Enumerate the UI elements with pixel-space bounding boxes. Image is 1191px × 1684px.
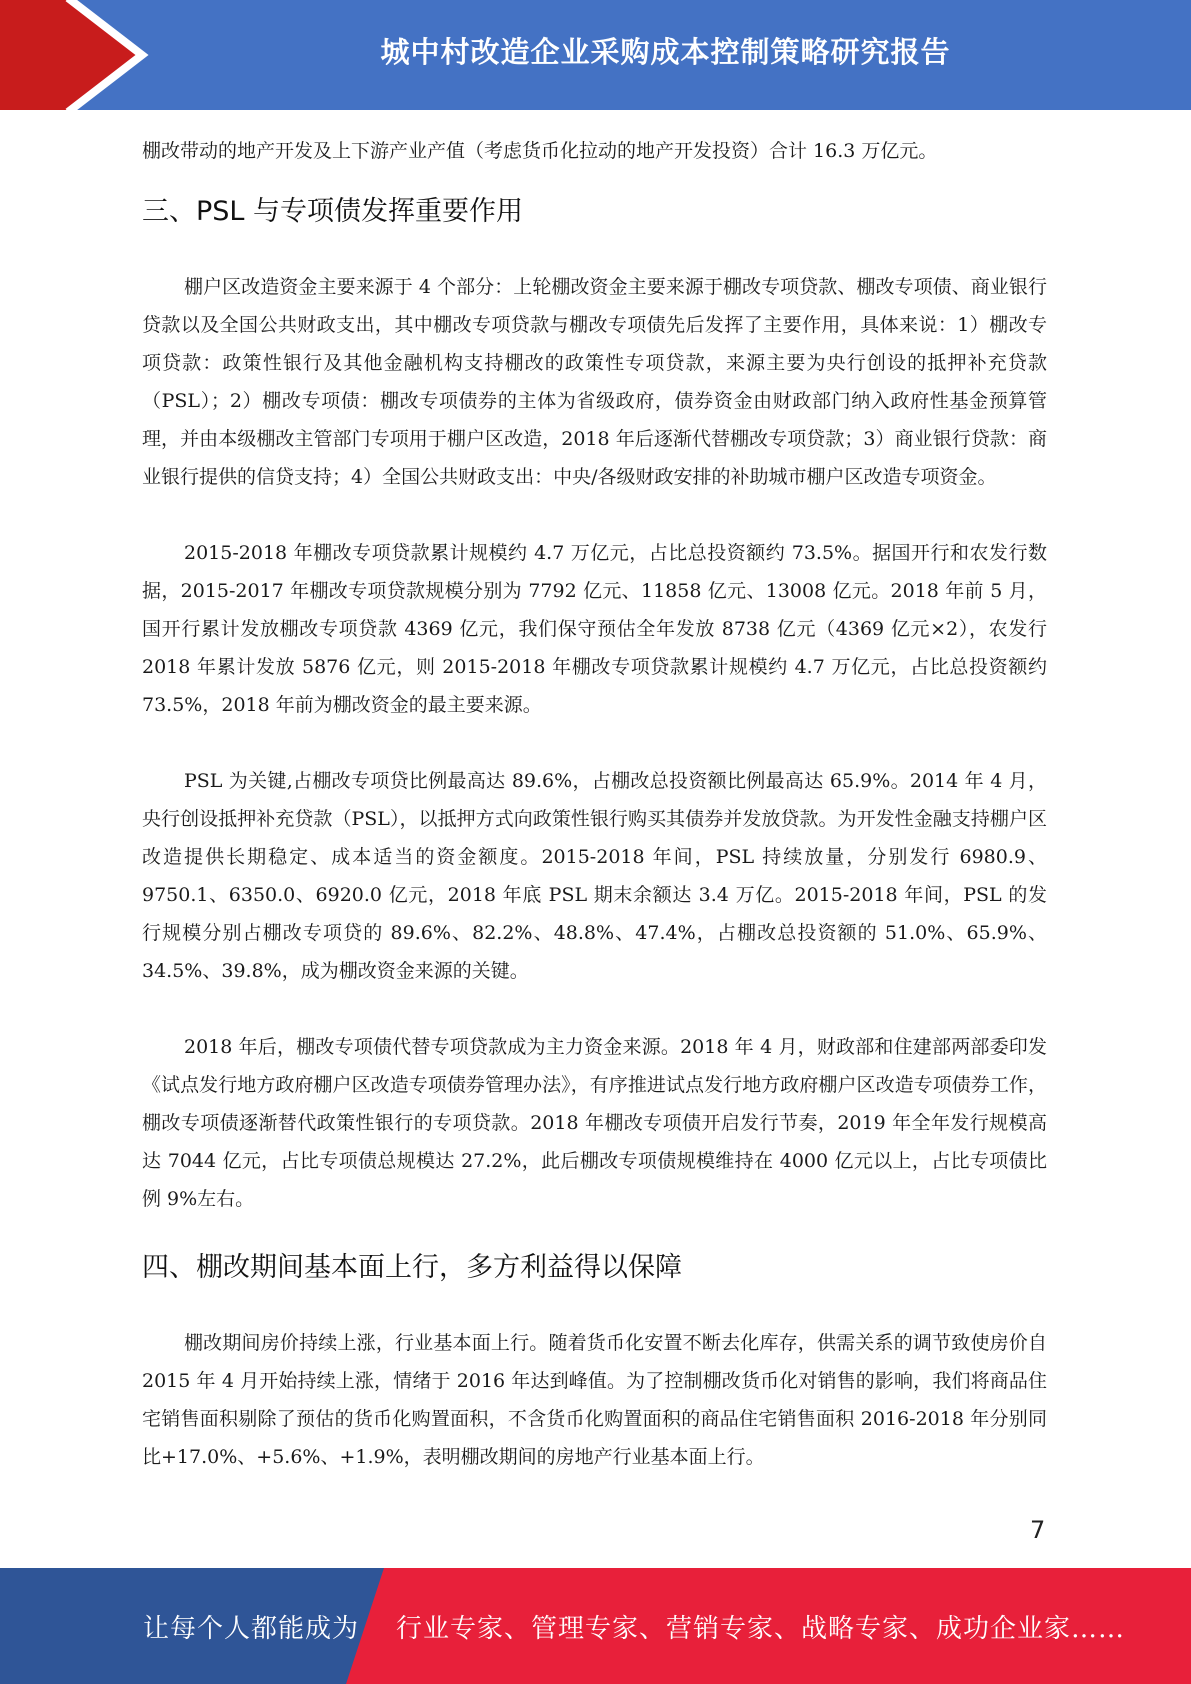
footer-slogan-right: 行业专家、管理专家、营销专家、战略专家、成功企业家…… xyxy=(396,1613,1126,1644)
page-number: 7 xyxy=(1030,1516,1046,1544)
chevron-decoration xyxy=(0,0,160,110)
section-3-paragraph-4: 2018 年后，棚改专项债代替专项贷款成为主力资金来源。2018 年 4 月，财政部和住建部两部委印发《试点发行地方政府棚户区改造专项债券管理办法》，有序推进试点发行地方政府棚户区改造专项债券工作，棚改专项债逐渐替代政策性银行的专项贷款。2018 年棚改专项债开启发行节奏，2019 年全年发行规模高达 7044 亿元，占比专项债总规模达 27.2%，此后棚改专项债规模维持在 4000 亿元以上，占比专项债比例 9%左右。 xyxy=(142,1036,1047,1210)
lead-paragraph: 棚改带动的地产开发及上下游产业产值（考虑货币化拉动的地产开发投资）合计 16.3 万亿元。 xyxy=(142,140,938,162)
footer-slogan-left: 让每个人都能成为 xyxy=(143,1613,360,1644)
section-4-heading: 四、棚改期间基本面上行，多方利益得以保障 xyxy=(142,1252,682,1283)
section-3-heading: 三、PSL 与专项债发挥重要作用 xyxy=(142,196,524,227)
page-header xyxy=(0,0,1191,110)
section-4-paragraph-1: 棚改期间房价持续上涨，行业基本面上行。随着货币化安置不断去化库存，供需关系的调节致使房价自 2015 年 4 月开始持续上涨，情绪于 2016 年达到峰值。为了控制棚改货币化对销售的影响，我们将商品住宅销售面积剔除了预估的货币化购置面积，不含货币化购置面积的商品住宅销售面积 2016-2018 年分别同比+17.0%、+5.6%、+1.9%，表明棚改期间的房地产行业基本面上行。 xyxy=(142,1332,1047,1468)
report-title: 城中村改造企业采购成本控制策略研究报告 xyxy=(380,34,951,69)
document-body xyxy=(142,132,1047,1476)
page-footer xyxy=(0,1568,1191,1684)
section-3-paragraph-3: PSL 为关键,占棚改专项贷比例最高达 89.6%，占棚改总投资额比例最高达 65.9%。2014 年 4 月，央行创设抵押补充贷款（PSL），以抵押方式向政策性银行购买其债券并发放贷款。为开发性金融支持棚户区改造提供长期稳定、成本适当的资金额度。2015-2018 年间，PSL 持续放量，分别发行 6980.9、9750.1、6350.0、6920.0 亿元，2018 年底 PSL 期末余额达 3.4 万亿。2015-2018 年间，PSL 的发行规模分别占棚改专项贷的 89.6%、82.2%、48.8%、47.4%，占棚改总投资额的 51.0%、65.9%、34.5%、39.8%，成为棚改资金来源的关键。 xyxy=(142,770,1047,982)
section-3-paragraph-2: 2015-2018 年棚改专项贷款累计规模约 4.7 万亿元，占比总投资额约 73.5%。据国开行和农发行数据，2015-2017 年棚改专项贷款规模分别为 7792 亿元、11858 亿元、13008 亿元。2018 年前 5 月，国开行累计发放棚改专项贷款 4369 亿元，我们保守预估全年发放 8738 亿元（4369 亿元×2），农发行 2018 年累计发放 5876 亿元，则 2015-2018 年棚改专项贷款累计规模约 4.7 万亿元，占比总投资额约 73.5%，2018 年前为棚改资金的最主要来源。 xyxy=(142,542,1047,716)
section-3-paragraph-1: 棚户区改造资金主要来源于 4 个部分：上轮棚改资金主要来源于棚改专项贷款、棚改专项债、商业银行贷款以及全国公共财政支出，其中棚改专项贷款与棚改专项债先后发挥了主要作用，具体来说：1）棚改专项贷款：政策性银行及其他金融机构支持棚改的政策性专项贷款，来源主要为央行创设的抵押补充贷款（PSL）；2）棚改专项债：棚改专项债券的主体为省级政府，债券资金由财政部门纳入政府性基金预算管理，并由本级棚改主管部门专项用于棚户区改造，2018 年后逐渐代替棚改专项贷款；3）商业银行贷款：商业银行提供的信贷支持；4）全国公共财政支出：中央/各级财政安排的补助城市棚户区改造专项资金。 xyxy=(142,276,1047,488)
